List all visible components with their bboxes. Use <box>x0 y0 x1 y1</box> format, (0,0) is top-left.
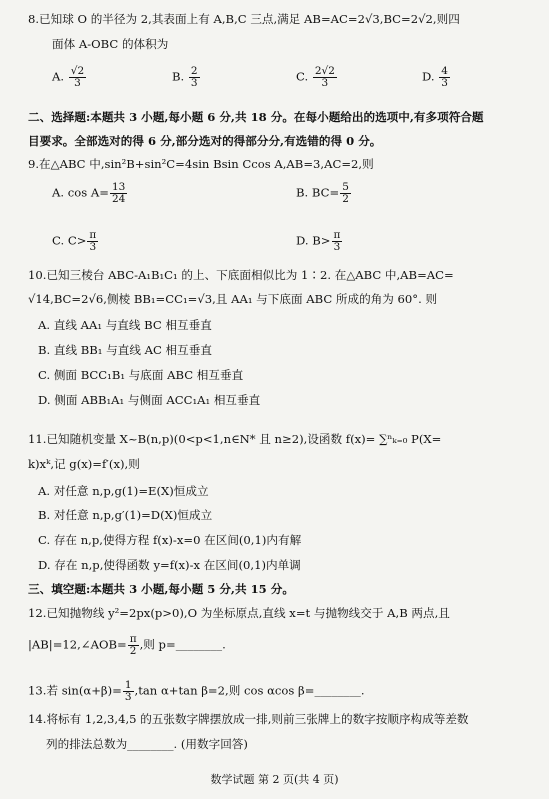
q10-stem-line2: √14,BC=2√6,侧棱 BB₁=CC₁=√3,且 AA₁ 与下底面 ABC 所成的角为 60°. 则 <box>28 292 438 306</box>
q13-stem: 13.若 sin(α+β)= $\frac{1}{3}$ ,tan α+tan β=2,则 cos αcos β=________. <box>28 679 365 703</box>
q8-option-d: D. $\frac{4}{3}$ <box>422 65 448 89</box>
q9-option-c: C. C> $\frac{\pi}{3}$ <box>52 229 97 253</box>
q11-option-b: B. 对任意 n,p,g′(1)=D(X)恒成立 <box>38 508 213 522</box>
q8-stem-line2: 面体 A-OBC 的体积为 <box>52 37 169 51</box>
q9-option-b: B. BC= $\frac{5}{2}$ <box>296 181 349 205</box>
q14-stem-line1: 14.将标有 1,2,3,4,5 的五张数字牌摆放成一排,则前三张牌上的数字按顺序构成等差数 <box>28 712 469 726</box>
q9-option-a: A. cos A= $\frac{13}{24}$ <box>52 181 126 205</box>
q9-option-d: D. B> $\frac{\pi}{3}$ <box>296 229 341 253</box>
q10-option-d: D. 侧面 ABB₁A₁ 与侧面 ACC₁A₁ 相互垂直 <box>38 393 261 407</box>
q12-stem-line1: 12.已知抛物线 y²=2px(p>0),O 为坐标原点,直线 x=t 与抛物线交于 A,B 两点,且 <box>28 606 450 620</box>
q8-option-c: C. $\frac{2√2}{3}$ <box>296 65 335 89</box>
q11-option-a: A. 对任意 n,p,g(1)=E(X)恒成立 <box>38 484 209 498</box>
section-2-heading: 二、选择题:本题共 3 小题,每小题 6 分,共 18 分。在每小题给出的选项中,有多项符合题 <box>28 110 484 124</box>
section-2-instructions: 目要求。全部选对的得 6 分,部分选对的得部分分,有选错的得 0 分。 <box>28 134 382 148</box>
q12-stem-line2: |AB|=12,∠AOB= $\frac{\pi}{2}$ ,则 p=________. <box>28 633 226 657</box>
q11-option-c: C. 存在 n,p,使得方程 f(x)-x=0 在区间(0,1)内有解 <box>38 533 302 547</box>
q8-option-a: A. $\frac{√2}{3}$ <box>52 65 85 89</box>
q11-stem-line2: k)xᵏ,记 g(x)=f′(x),则 <box>28 457 140 471</box>
q11-option-d: D. 存在 n,p,使得函数 y=f(x)-x 在区间(0,1)内单调 <box>38 558 301 572</box>
q10-option-a: A. 直线 AA₁ 与直线 BC 相互垂直 <box>38 318 212 332</box>
q14-stem-line2: 列的排法总数为________. (用数字回答) <box>46 737 248 751</box>
q8-option-b: B. $\frac{2}{3}$ <box>172 65 198 89</box>
page-footer: 数学试题 第 2 页(共 4 页) <box>210 773 339 786</box>
q9-stem: 9.在△ABC 中,sin²B+sin²C=4sin Bsin Ccos A,AB=3,AC=2,则 <box>28 157 374 171</box>
q10-option-c: C. 侧面 BCC₁B₁ 与底面 ABC 相互垂直 <box>38 368 244 382</box>
q10-option-b: B. 直线 BB₁ 与直线 AC 相互垂直 <box>38 343 212 357</box>
q11-stem-line1: 11.已知随机变量 X~B(n,p)(0<p<1,n∈N* 且 n≥2),设函数 f(x)= ∑ⁿₖ₌₀ P(X= <box>28 432 442 446</box>
q10-stem-line1: 10.已知三棱台 ABC-A₁B₁C₁ 的上、下底面相似比为 1∶2. 在△ABC 中,AB=AC= <box>28 268 454 282</box>
q8-stem-line1: 8.已知球 O 的半径为 2,其表面上有 A,B,C 三点,满足 AB=AC=2√3,BC=2√2,则四 <box>28 12 460 26</box>
section-3-heading: 三、填空题:本题共 3 小题,每小题 5 分,共 15 分。 <box>28 582 294 596</box>
